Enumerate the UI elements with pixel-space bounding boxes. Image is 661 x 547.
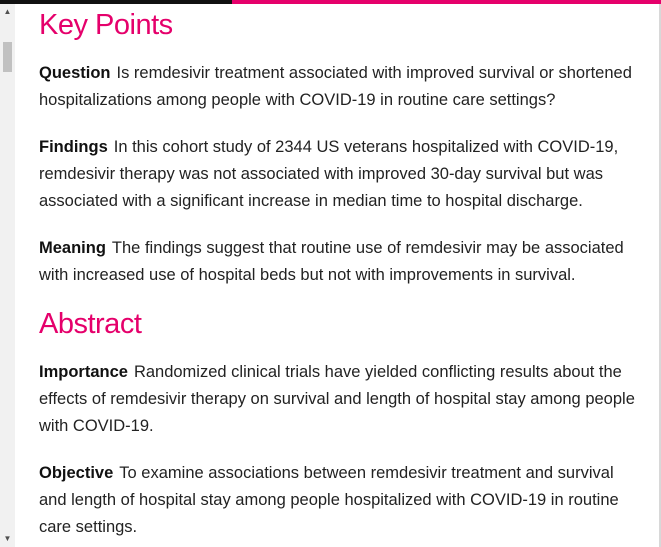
scroll-up-icon[interactable]: ▲ [3, 7, 12, 16]
key-point-findings [39, 134, 637, 215]
key-points-heading: Key Points [39, 9, 173, 41]
objective-text: To examine associations between remdesivir treatment and survival and length of hospital stay among people hospitalized with COVID-19 in routine care settings. [39, 464, 619, 536]
question-text: Is remdesivir treatment associated with improved survival or shortened hospitalizations among people with COVID-19 in routine care settings? [39, 64, 632, 109]
key-point-question [39, 60, 637, 114]
meaning-text: The findings suggest that routine use of remdesivir may be associated with increased use of hospital beds but not with improvements in survival. [39, 239, 624, 284]
question-label: Question [39, 64, 111, 82]
importance-text: Randomized clinical trials have yielded conflicting results about the effects of remdesivir therapy on survival and length of hospital stay among people with COVID-19. [39, 363, 635, 435]
top-accent-bar-dark-segment [0, 0, 232, 4]
abstract-heading: Abstract [39, 308, 142, 340]
key-point-meaning [39, 235, 637, 289]
importance-label: Importance [39, 363, 128, 381]
vertical-scrollbar[interactable] [0, 4, 15, 547]
scroll-thumb[interactable] [3, 42, 12, 72]
findings-label: Findings [39, 138, 108, 156]
abstract-importance [39, 359, 637, 440]
scroll-down-icon[interactable]: ▼ [3, 534, 12, 543]
objective-label: Objective [39, 464, 114, 482]
findings-text: In this cohort study of 2344 US veterans hospitalized with COVID-19, remdesivir therapy was not associated with improved 30-day survival but was associated with a significant increase in median time to hospital discharge. [39, 138, 619, 210]
meaning-label: Meaning [39, 239, 106, 257]
top-accent-bar [0, 0, 661, 4]
abstract-objective [39, 460, 637, 541]
